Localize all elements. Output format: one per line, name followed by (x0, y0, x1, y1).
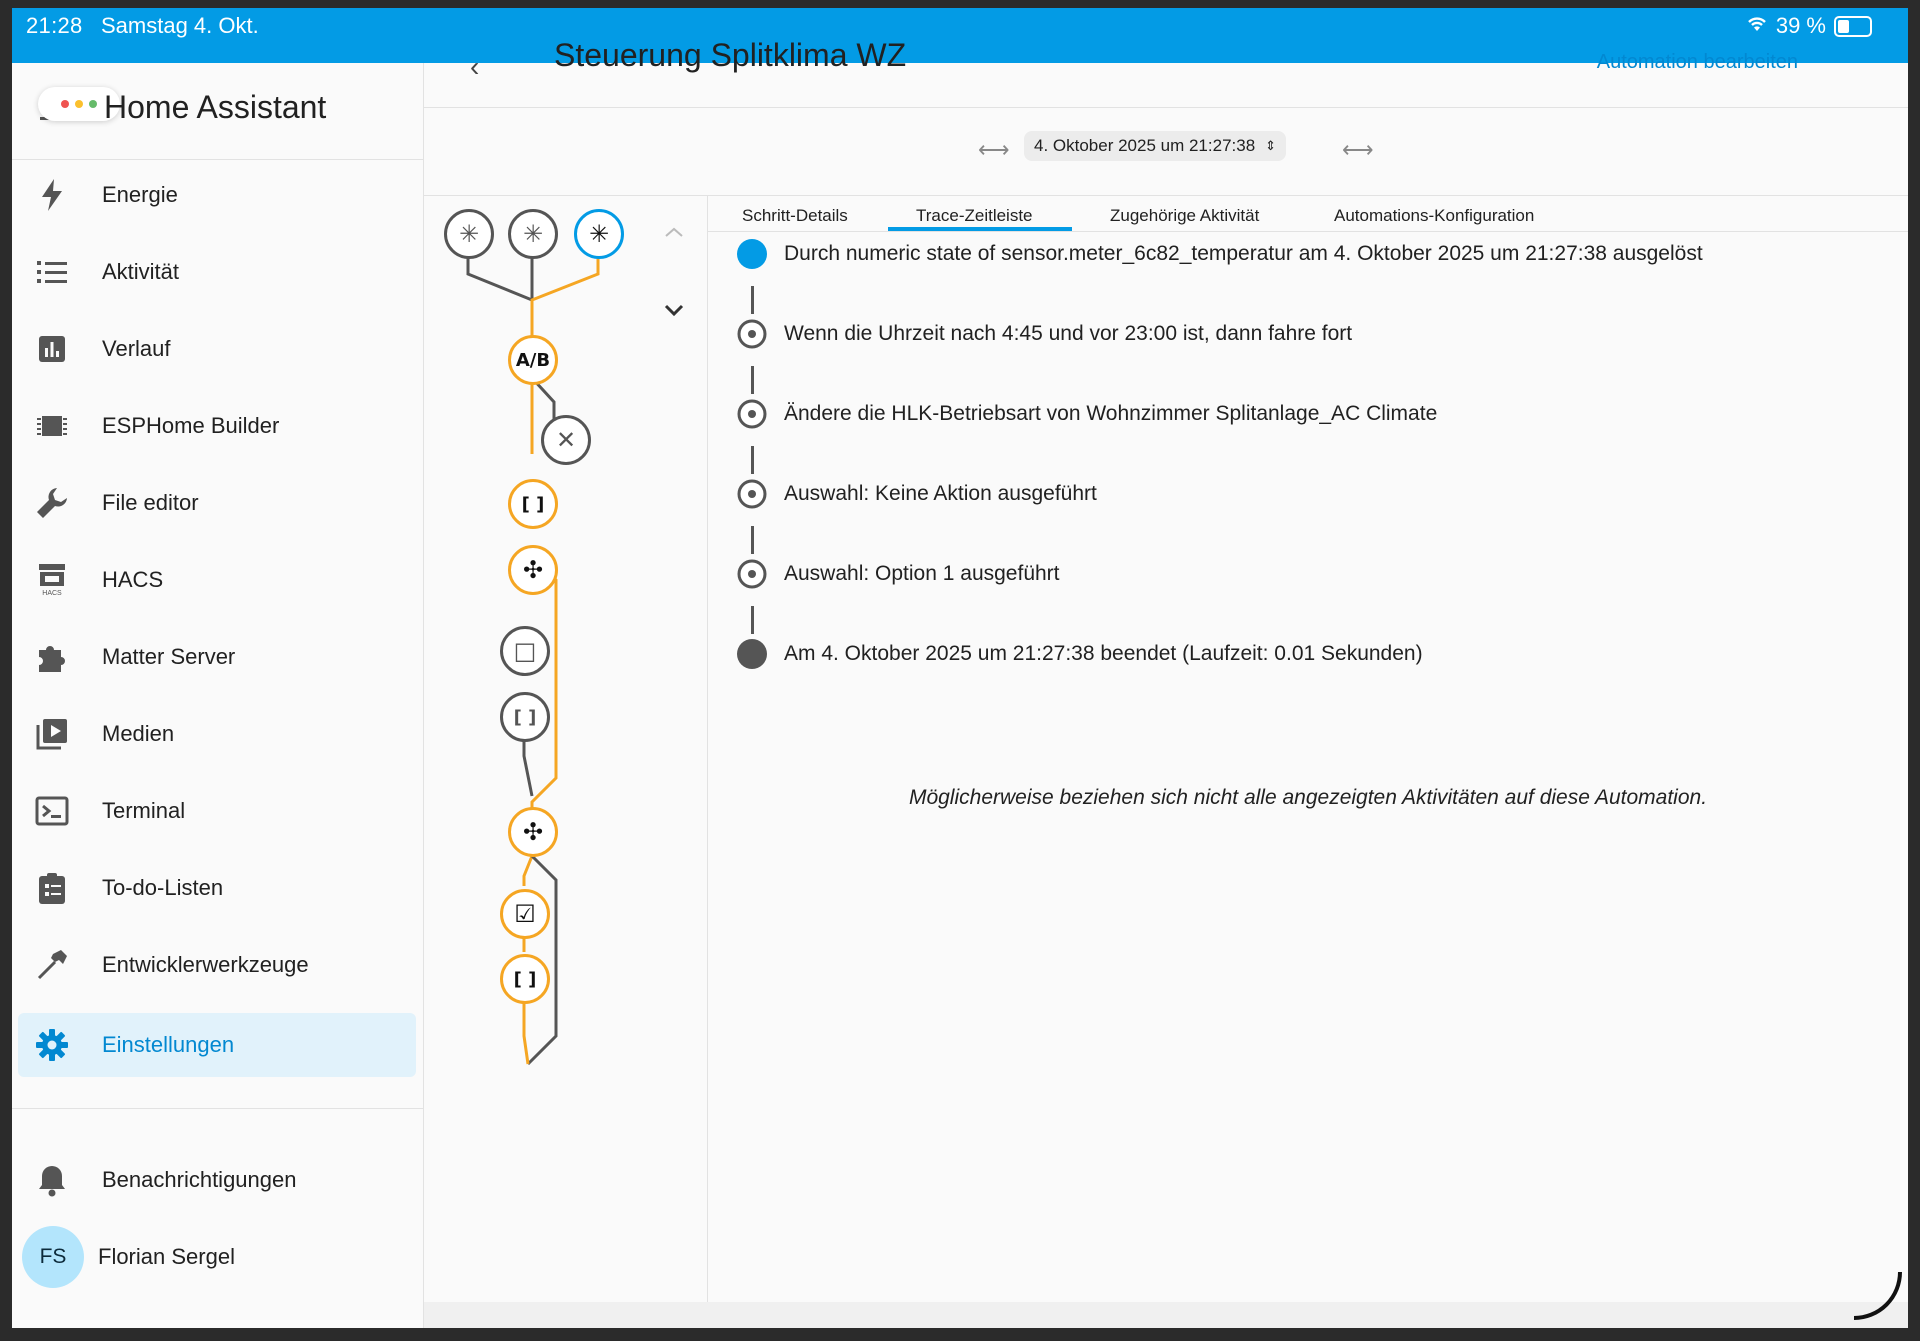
tab-bar (708, 196, 1908, 232)
edit-automation-link[interactable]: Automation bearbeiten (1596, 51, 1798, 73)
timeline-entry[interactable] (736, 318, 1352, 350)
terminal-icon (32, 791, 72, 831)
sidebar-item-label: HACS (102, 567, 164, 592)
list-icon (32, 252, 72, 292)
maximize-dot-icon[interactable] (89, 100, 97, 108)
sidebar-item-label: Aktivität (102, 259, 180, 284)
sidebar-item-verlauf[interactable] (18, 317, 416, 381)
previous-trace-icon[interactable]: ⟷ (978, 137, 1010, 162)
user-name: Florian Sergel (98, 1244, 235, 1269)
minimize-dot-icon[interactable] (75, 100, 83, 108)
timeline-entry[interactable] (736, 478, 1097, 510)
sidebar-item-todo[interactable] (18, 856, 416, 920)
bell-icon (32, 1160, 72, 1200)
close-dot-icon[interactable] (61, 100, 69, 108)
hacs-icon (32, 560, 72, 600)
sidebar-item-matter[interactable] (18, 625, 416, 689)
timeline-connector (751, 526, 754, 554)
sidebar-item-label: Entwicklerwerkzeuge (102, 952, 309, 977)
timeline-text: Auswahl: Keine Aktion ausgeführt (784, 482, 1097, 505)
sidebar-item-entwickler[interactable] (18, 933, 416, 997)
status-date: Samstag 4. Okt. (101, 13, 259, 38)
timeline-connector (751, 606, 754, 634)
sidebar-item-terminal[interactable] (18, 779, 416, 843)
timeline-entry[interactable] (736, 398, 1437, 430)
sidebar-item-energie[interactable] (18, 163, 416, 227)
timeline-text: Am 4. Oktober 2025 um 21:27:38 beendet (Laufzeit: 0.01 Sekunden) (784, 642, 1423, 665)
node-glyph: □ (513, 637, 537, 665)
hammer-icon (32, 945, 72, 985)
sidebar-item-label: Medien (102, 721, 175, 746)
wrench-icon (32, 483, 72, 523)
clipboard-list-icon (32, 868, 72, 908)
sidebar-item-label: Matter Server (102, 644, 236, 669)
status-time: 21:28 (26, 13, 83, 38)
lightning-icon (32, 175, 72, 215)
node-glyph: [ ] (513, 968, 537, 990)
condition-node[interactable] (508, 335, 558, 385)
trace-graph-canvas (424, 196, 707, 1096)
trace-selector-bar (424, 107, 1908, 196)
step-dot-icon (736, 398, 768, 430)
tab-zugehoerige-aktivitaet[interactable]: Zugehörige Aktivität (1110, 206, 1260, 225)
gear-icon (32, 1025, 72, 1065)
finished-dot-icon (736, 638, 768, 670)
sidebar-divider (12, 1108, 423, 1109)
trace-content (708, 196, 1908, 1302)
trace-select-value: 4. Oktober 2025 um 21:27:38 (1034, 136, 1256, 155)
trigger-node-2[interactable] (508, 209, 558, 259)
choose-node-2[interactable] (508, 807, 558, 857)
timeline-text: Wenn die Uhrzeit nach 4:45 und vor 23:00 ist, dann fahre fort (784, 322, 1353, 345)
status-right (1746, 13, 1872, 39)
svg-text:HACS: HACS (42, 590, 62, 597)
battery-icon (1834, 16, 1872, 37)
sidebar-item-file-editor[interactable] (18, 471, 416, 535)
sidebar-item-user[interactable] (18, 1225, 416, 1289)
trigger-node-1[interactable] (444, 209, 494, 259)
sidebar-item-esphome[interactable] (18, 394, 416, 458)
back-arrow-icon[interactable]: ‹ (470, 51, 480, 82)
node-glyph: ✣ (522, 818, 544, 846)
page-title: Steuerung Splitklima WZ (554, 37, 907, 73)
sidebar-item-label: Energie (102, 182, 178, 207)
chart-icon (32, 329, 72, 369)
node-glyph: ✳ (588, 220, 610, 248)
timeline-text: Ändere die HLK-Betriebsart von Wohnzimmer Splitanlage_AC Climate (784, 402, 1438, 425)
sidebar-item-label: Einstellungen (102, 1032, 235, 1057)
node-glyph: ✳ (458, 220, 480, 248)
node-glyph: ✳ (522, 220, 544, 248)
updown-icon: ⇕ (1265, 138, 1277, 153)
timeline-connector (751, 446, 754, 474)
sidebar-header (12, 63, 423, 160)
app-title: Home Assistant (104, 89, 327, 125)
puzzle-icon (32, 637, 72, 677)
condition-fail-node[interactable] (541, 415, 591, 465)
active-tab-indicator (888, 227, 1072, 231)
node-glyph: ✕ (555, 426, 577, 454)
collapse-up-icon[interactable] (666, 229, 682, 236)
trigger-node-3[interactable] (574, 209, 624, 259)
option-node-1[interactable] (500, 626, 550, 676)
trigger-dot-icon (736, 238, 768, 270)
step-dot-icon (736, 558, 768, 590)
step-dot-icon (736, 478, 768, 510)
option-node-2[interactable] (500, 692, 550, 742)
sidebar-item-aktivitaet[interactable] (18, 240, 416, 304)
notifications-label: Benachrichtigungen (102, 1167, 297, 1192)
trace-graph (424, 196, 708, 1302)
sidebar-item-hacs[interactable] (18, 548, 416, 612)
timeline-entry[interactable] (736, 638, 1423, 670)
sidebar (12, 63, 424, 1328)
sidebar-item-label: File editor (102, 490, 199, 515)
next-trace-icon[interactable]: ⟷ (1342, 137, 1374, 162)
sidebar-item-einstellungen[interactable] (18, 1013, 416, 1077)
node-glyph: [ ] (513, 706, 537, 728)
tab-automations-konfiguration[interactable]: Automations-Konfiguration (1334, 206, 1535, 225)
resize-handle-icon[interactable] (1844, 1264, 1904, 1324)
battery-percent: 39 % (1775, 13, 1826, 38)
device-frame (12, 8, 1908, 1328)
main-area (424, 37, 1908, 1328)
sidebar-item-label: Verlauf (102, 336, 171, 361)
sidebar-item-notifications[interactable] (18, 1148, 416, 1212)
action-node-2[interactable] (500, 954, 550, 1004)
timeline-entry[interactable] (736, 558, 1060, 590)
timeline-entry[interactable] (736, 238, 1703, 270)
chip-icon (32, 406, 72, 446)
timeline-text: Auswahl: Option 1 ausgeführt (784, 562, 1060, 585)
node-glyph: ✣ (522, 556, 544, 584)
avatar: FS (22, 1226, 84, 1288)
media-icon (32, 714, 72, 754)
bottom-strip (424, 1302, 1908, 1328)
wifi-icon (1746, 13, 1768, 39)
sidebar-item-medien[interactable] (18, 702, 416, 766)
sidebar-item-label: To-do-Listen (102, 875, 224, 900)
step-dot-icon (736, 318, 768, 350)
sidebar-item-label: ESPHome Builder (102, 413, 280, 438)
tab-schritt-details[interactable]: Schritt-Details (742, 206, 848, 225)
trace-select[interactable] (1024, 131, 1286, 161)
choose-node-1[interactable] (508, 545, 558, 595)
node-glyph: ☑ (514, 900, 536, 928)
node-glyph: [ ] (521, 493, 545, 515)
timeline-text: Durch numeric state of sensor.meter_6c82_temperatur am 4. Oktober 2025 um 21:27:38 ausgelöst (784, 242, 1703, 265)
top-app-bar (424, 37, 1908, 108)
node-glyph: A/B (515, 349, 551, 371)
activity-note: Möglicherweise beziehen sich nicht alle angezeigten Aktivitäten auf diese Automation. (908, 786, 1708, 809)
timeline-connector (751, 366, 754, 394)
tab-trace-zeitleiste[interactable]: Trace-Zeitleiste (916, 206, 1033, 225)
sidebar-item-label: Terminal (102, 798, 186, 823)
timeline-connector (751, 286, 754, 314)
action-node-1[interactable] (508, 479, 558, 529)
expand-down-icon[interactable] (666, 306, 682, 314)
option-node-3[interactable] (500, 889, 550, 939)
